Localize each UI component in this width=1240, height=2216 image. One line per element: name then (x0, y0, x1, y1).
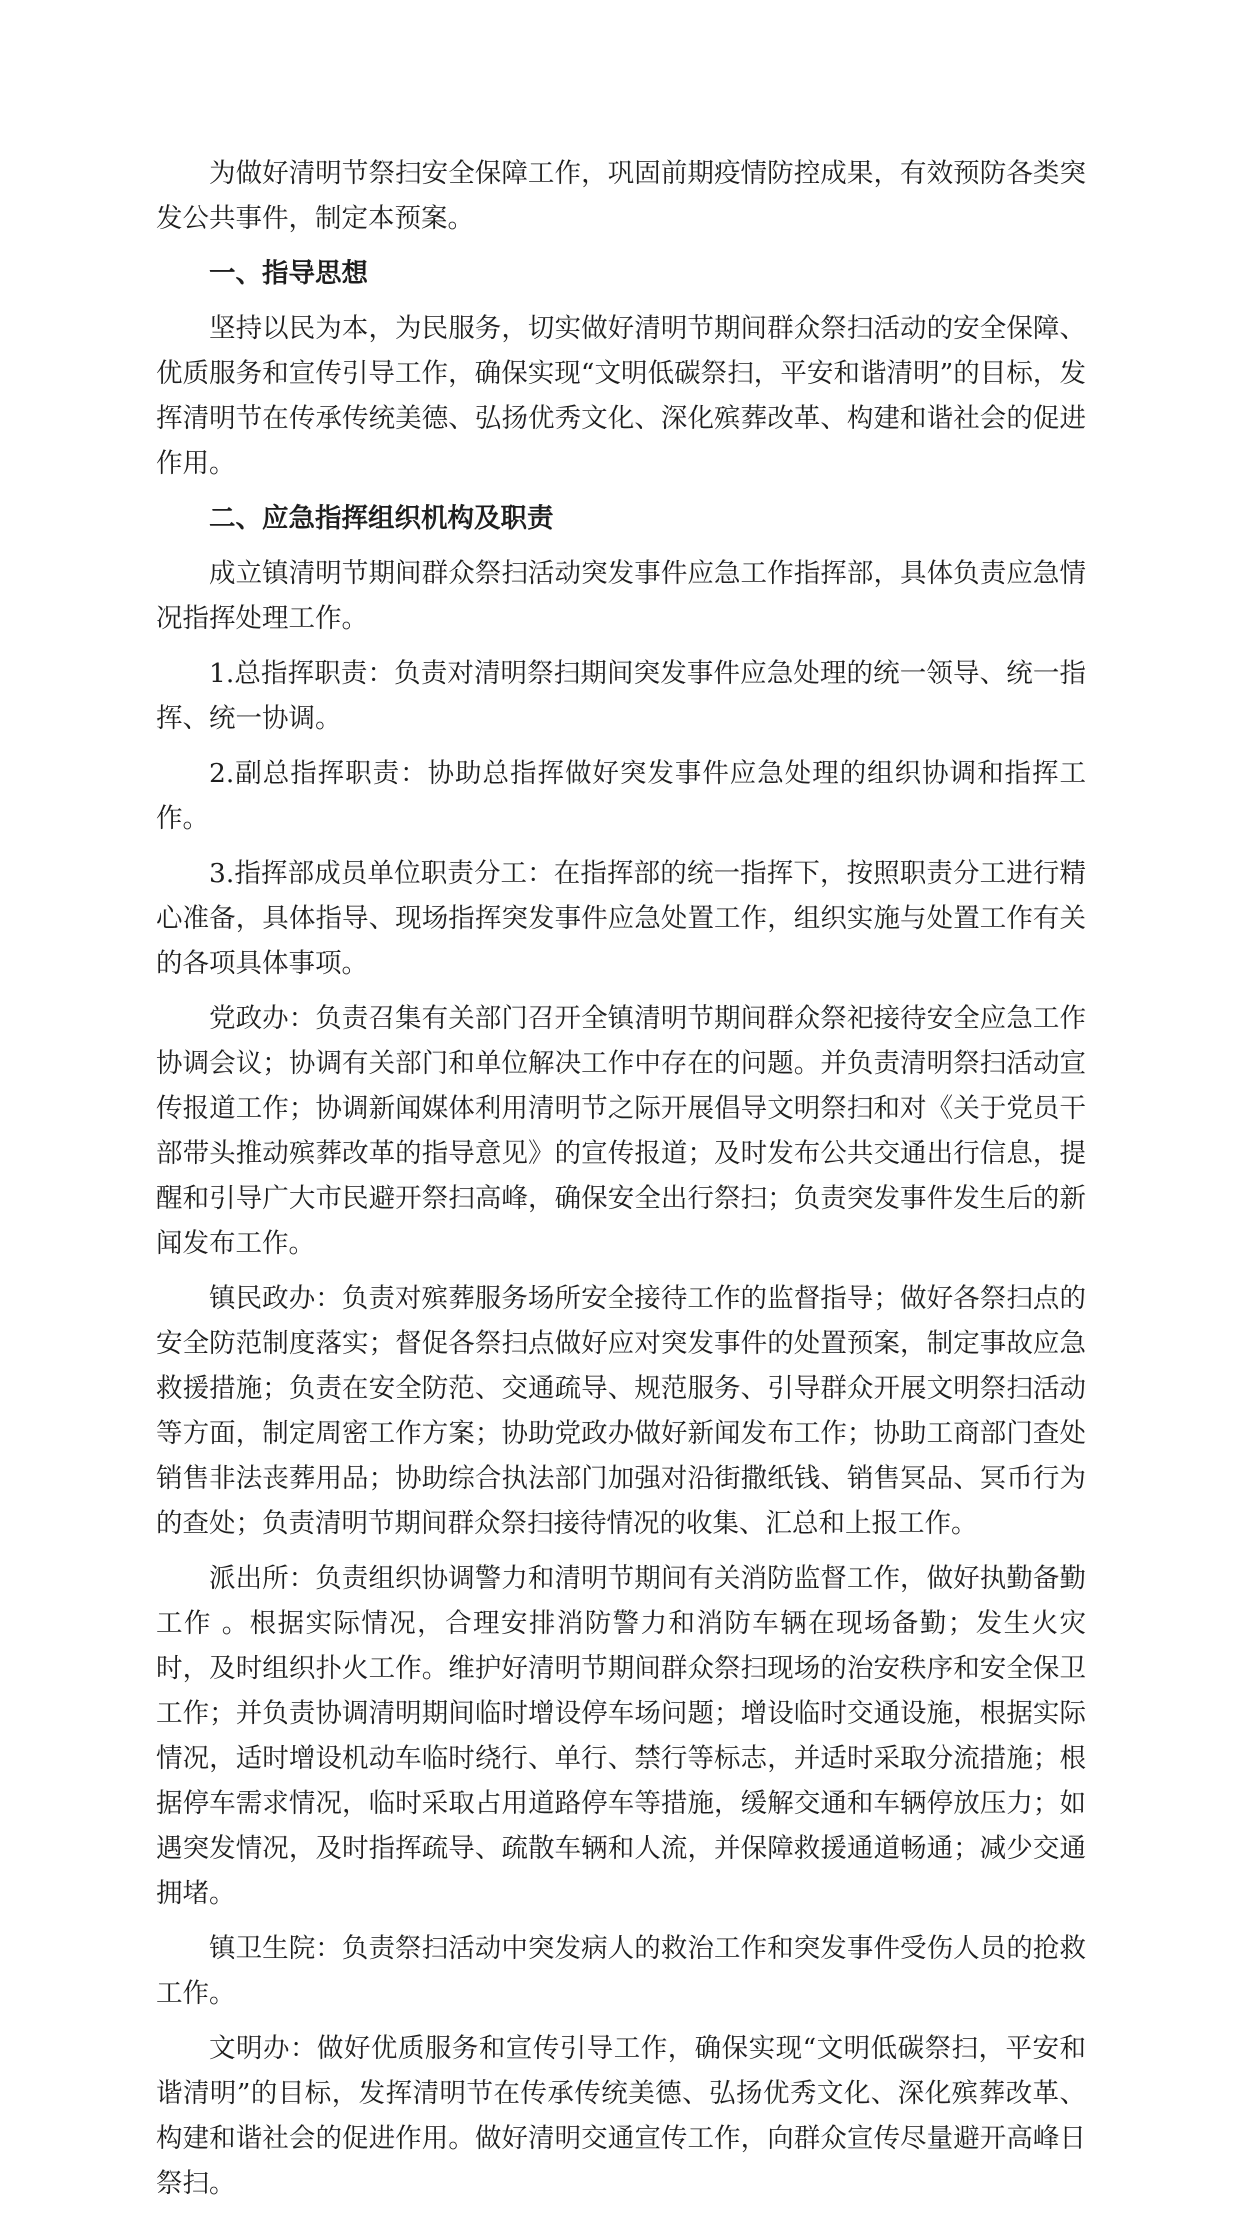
section-heading-organization: 二、应急指挥组织机构及职责 (209, 503, 554, 534)
section-heading-guiding-ideology: 一、指导思想 (209, 258, 368, 289)
chief-commander-duties: 1.总指挥职责：负责对清明祭扫期间突发事件应急处理的统一领导、统一指挥、统一协调。 (156, 658, 1086, 734)
police-station-duties: 派出所：负责组织协调警力和清明节期间有关消防监督工作，做好执勤备勤工作 。根据实际情况，合理安排消防警力和消防车辆在现场备勤；发生火灾时，及时组织扑火工作。维护好清明节期间群众祭扫现场的治安秩序和安全保卫工作；并负责协调清明期间临时增设停车场问题；增设临时交通设施，根据实际情况，适时增设机动车临时绕行、单行、禁行等标志，并适时采取分流措施；根据停车需求情况，临时采取占用道路停车等措施，缓解交通和车辆停放压力；如遇突发情况，及时指挥疏导、疏散车辆和人流，并保障救援通道畅通；减少交通拥堵。 (156, 1563, 1086, 1909)
civilization-office-duties: 文明办：做好优质服务和宣传引导工作，确保实现“文明低碳祭扫，平安和谐清明”的目标，发挥清明节在传承传统美德、弘扬优秀文化、深化殡葬改革、构建和谐社会的促进作用。做好清明交通宣传工作，向群众宣传尽量避开高峰日祭扫。 (156, 2033, 1086, 2199)
guiding-ideology-paragraph: 坚持以民为本，为民服务，切实做好清明节期间群众祭扫活动的安全保障、优质服务和宣传引导工作，确保实现“文明低碳祭扫，平安和谐清明”的目标，发挥清明节在传承传统美德、弘扬优秀文化、深化殡葬改革、构建和谐社会的促进作用。 (156, 313, 1086, 479)
civil-affairs-duties: 镇民政办：负责对殡葬服务场所安全接待工作的监督指导；做好各祭扫点的安全防范制度落实；督促各祭扫点做好应对突发事件的处置预案，制定事故应急救援措施；负责在安全防范、交通疏导、规范服务、引导群众开展文明祭扫活动等方面，制定周密工作方案；协助党政办做好新闻发布工作；协助工商部门查处销售非法丧葬用品；协助综合执法部门加强对沿街撒纸钱、销售冥品、冥币行为的查处；负责清明节期间群众祭扫接待情况的收集、汇总和上报工作。 (156, 1283, 1086, 1539)
deputy-commander-duties: 2.副总指挥职责：协助总指挥做好突发事件应急处理的组织协调和指挥工作。 (156, 758, 1086, 834)
health-center-duties: 镇卫生院：负责祭扫活动中突发病人的救治工作和突发事件受伤人员的抢救工作。 (156, 1933, 1086, 2009)
member-units-duties: 3.指挥部成员单位职责分工：在指挥部的统一指挥下，按照职责分工进行精心准备，具体指导、现场指挥突发事件应急处置工作，组织实施与处置工作有关的各项具体事项。 (156, 858, 1086, 979)
organization-paragraph: 成立镇清明节期间群众祭扫活动突发事件应急工作指挥部，具体负责应急情况指挥处理工作。 (156, 558, 1086, 634)
document-page (156, 151, 1086, 2216)
party-office-duties: 党政办：负责召集有关部门召开全镇清明节期间群众祭祀接待安全应急工作协调会议；协调有关部门和单位解决工作中存在的问题。并负责清明祭扫活动宣传报道工作；协调新闻媒体利用清明节之际开展倡导文明祭扫和对《关于党员干部带头推动殡葬改革的指导意见》的宣传报道；及时发布公共交通出行信息，提醒和引导广大市民避开祭扫高峰，确保安全出行祭扫；负责突发事件发生后的新闻发布工作。 (156, 1003, 1086, 1259)
intro-paragraph: 为做好清明节祭扫安全保障工作，巩固前期疫情防控成果，有效预防各类突发公共事件，制定本预案。 (156, 158, 1086, 234)
